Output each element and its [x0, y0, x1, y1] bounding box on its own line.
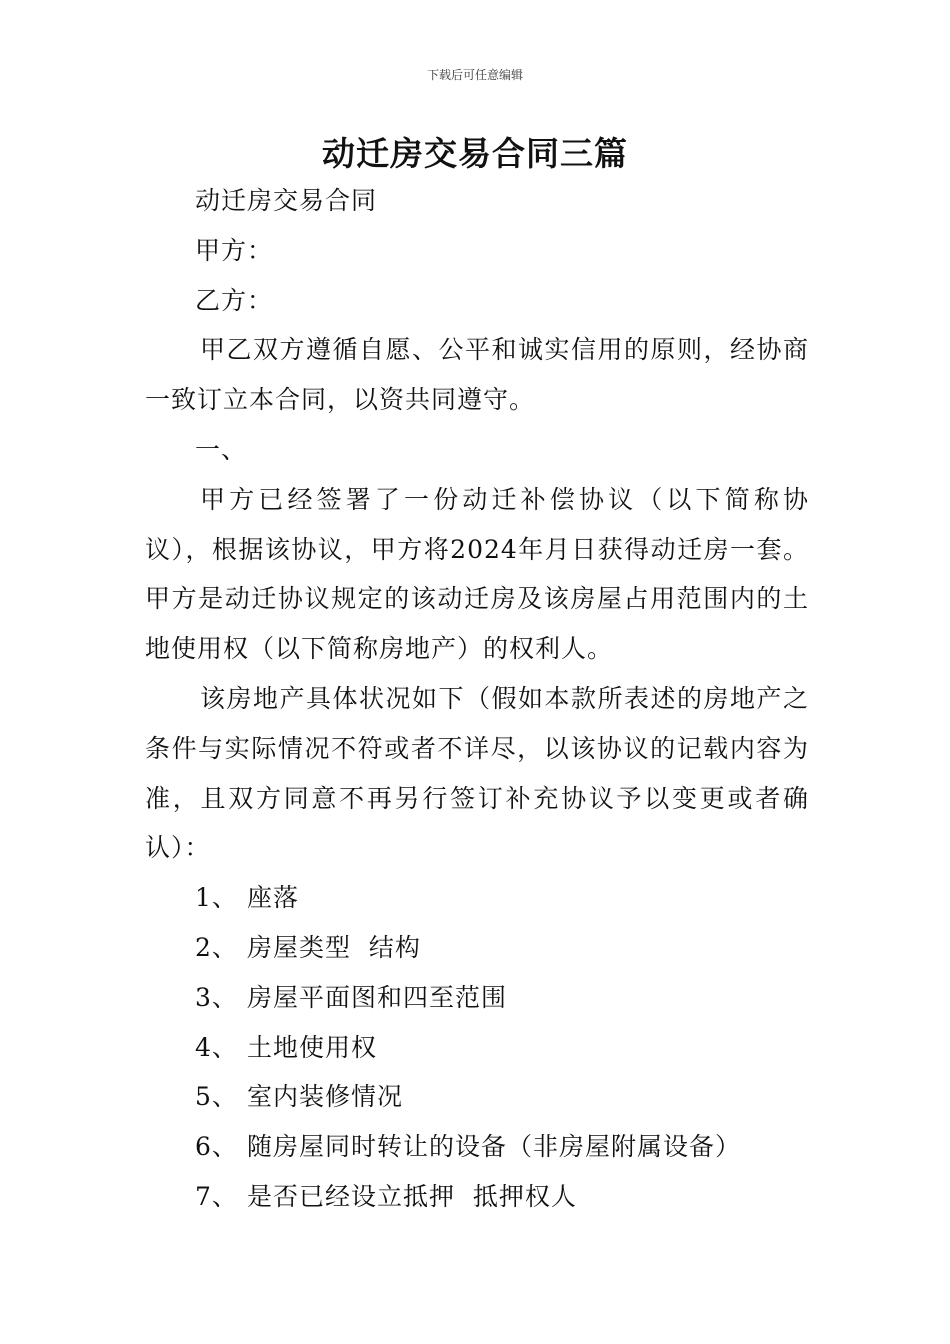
list-item-number: 4、 [195, 1032, 238, 1062]
list-item-number: 2、 [195, 932, 238, 962]
list-item-number: 5、 [195, 1082, 238, 1112]
list-item-text: 房屋类型 结构 [247, 932, 421, 962]
list-item [145, 873, 809, 923]
list-item [145, 923, 809, 973]
document-title: 动迁房交易合同三篇 [322, 134, 628, 173]
list-item-text: 室内装修情况 [247, 1082, 404, 1112]
list-item-number: 6、 [195, 1132, 238, 1162]
list-item-text: 是否已经设立抵押 抵押权人 [247, 1181, 577, 1211]
paragraph-agreement: 甲方已经签署了一份动迁补偿协议（以下简称协议），根据该协议，甲方将2024年月日获得动迁房一套。甲方是动迁协议规定的该动迁房及该房屋占用范围内的土地使用权（以下简称房地产）的权利人。 [145, 484, 809, 664]
list-item [145, 1072, 809, 1122]
list-item-number: 1、 [195, 883, 238, 913]
list-item-text: 房屋平面图和四至范围 [247, 982, 508, 1012]
intro-paragraph: 甲乙双方遵循自愿、公平和诚实信用的原则，经协商一致订立本合同，以资共同遵守。 [145, 335, 809, 415]
list-item [145, 1122, 809, 1172]
paragraph-property-conditions: 该房地产具体状况如下（假如本款所表述的房地产之条件与实际情况不符或者不详尽，以该协议的记载内容为准，且双方同意不再另行签订补充协议予以变更或者确认）： [145, 683, 809, 863]
list-item [145, 1172, 809, 1222]
header-note: 下载后可任意编辑 [426, 68, 523, 82]
list-item-text: 随房屋同时转让的设备（非房屋附属设备） [247, 1132, 742, 1162]
document-body [145, 176, 809, 1222]
section-heading-one: 一、 [195, 434, 248, 464]
party-b-label: 乙方： [195, 285, 274, 315]
list-item [145, 1023, 809, 1073]
list-item-text: 座落 [247, 883, 300, 913]
list-item-number: 3、 [195, 982, 238, 1012]
party-a-label: 甲方： [195, 235, 274, 265]
list-item [145, 973, 809, 1023]
list-item-number: 7、 [195, 1181, 238, 1211]
list-item-text: 土地使用权 [247, 1032, 378, 1062]
contract-subtitle: 动迁房交易合同 [195, 186, 378, 215]
